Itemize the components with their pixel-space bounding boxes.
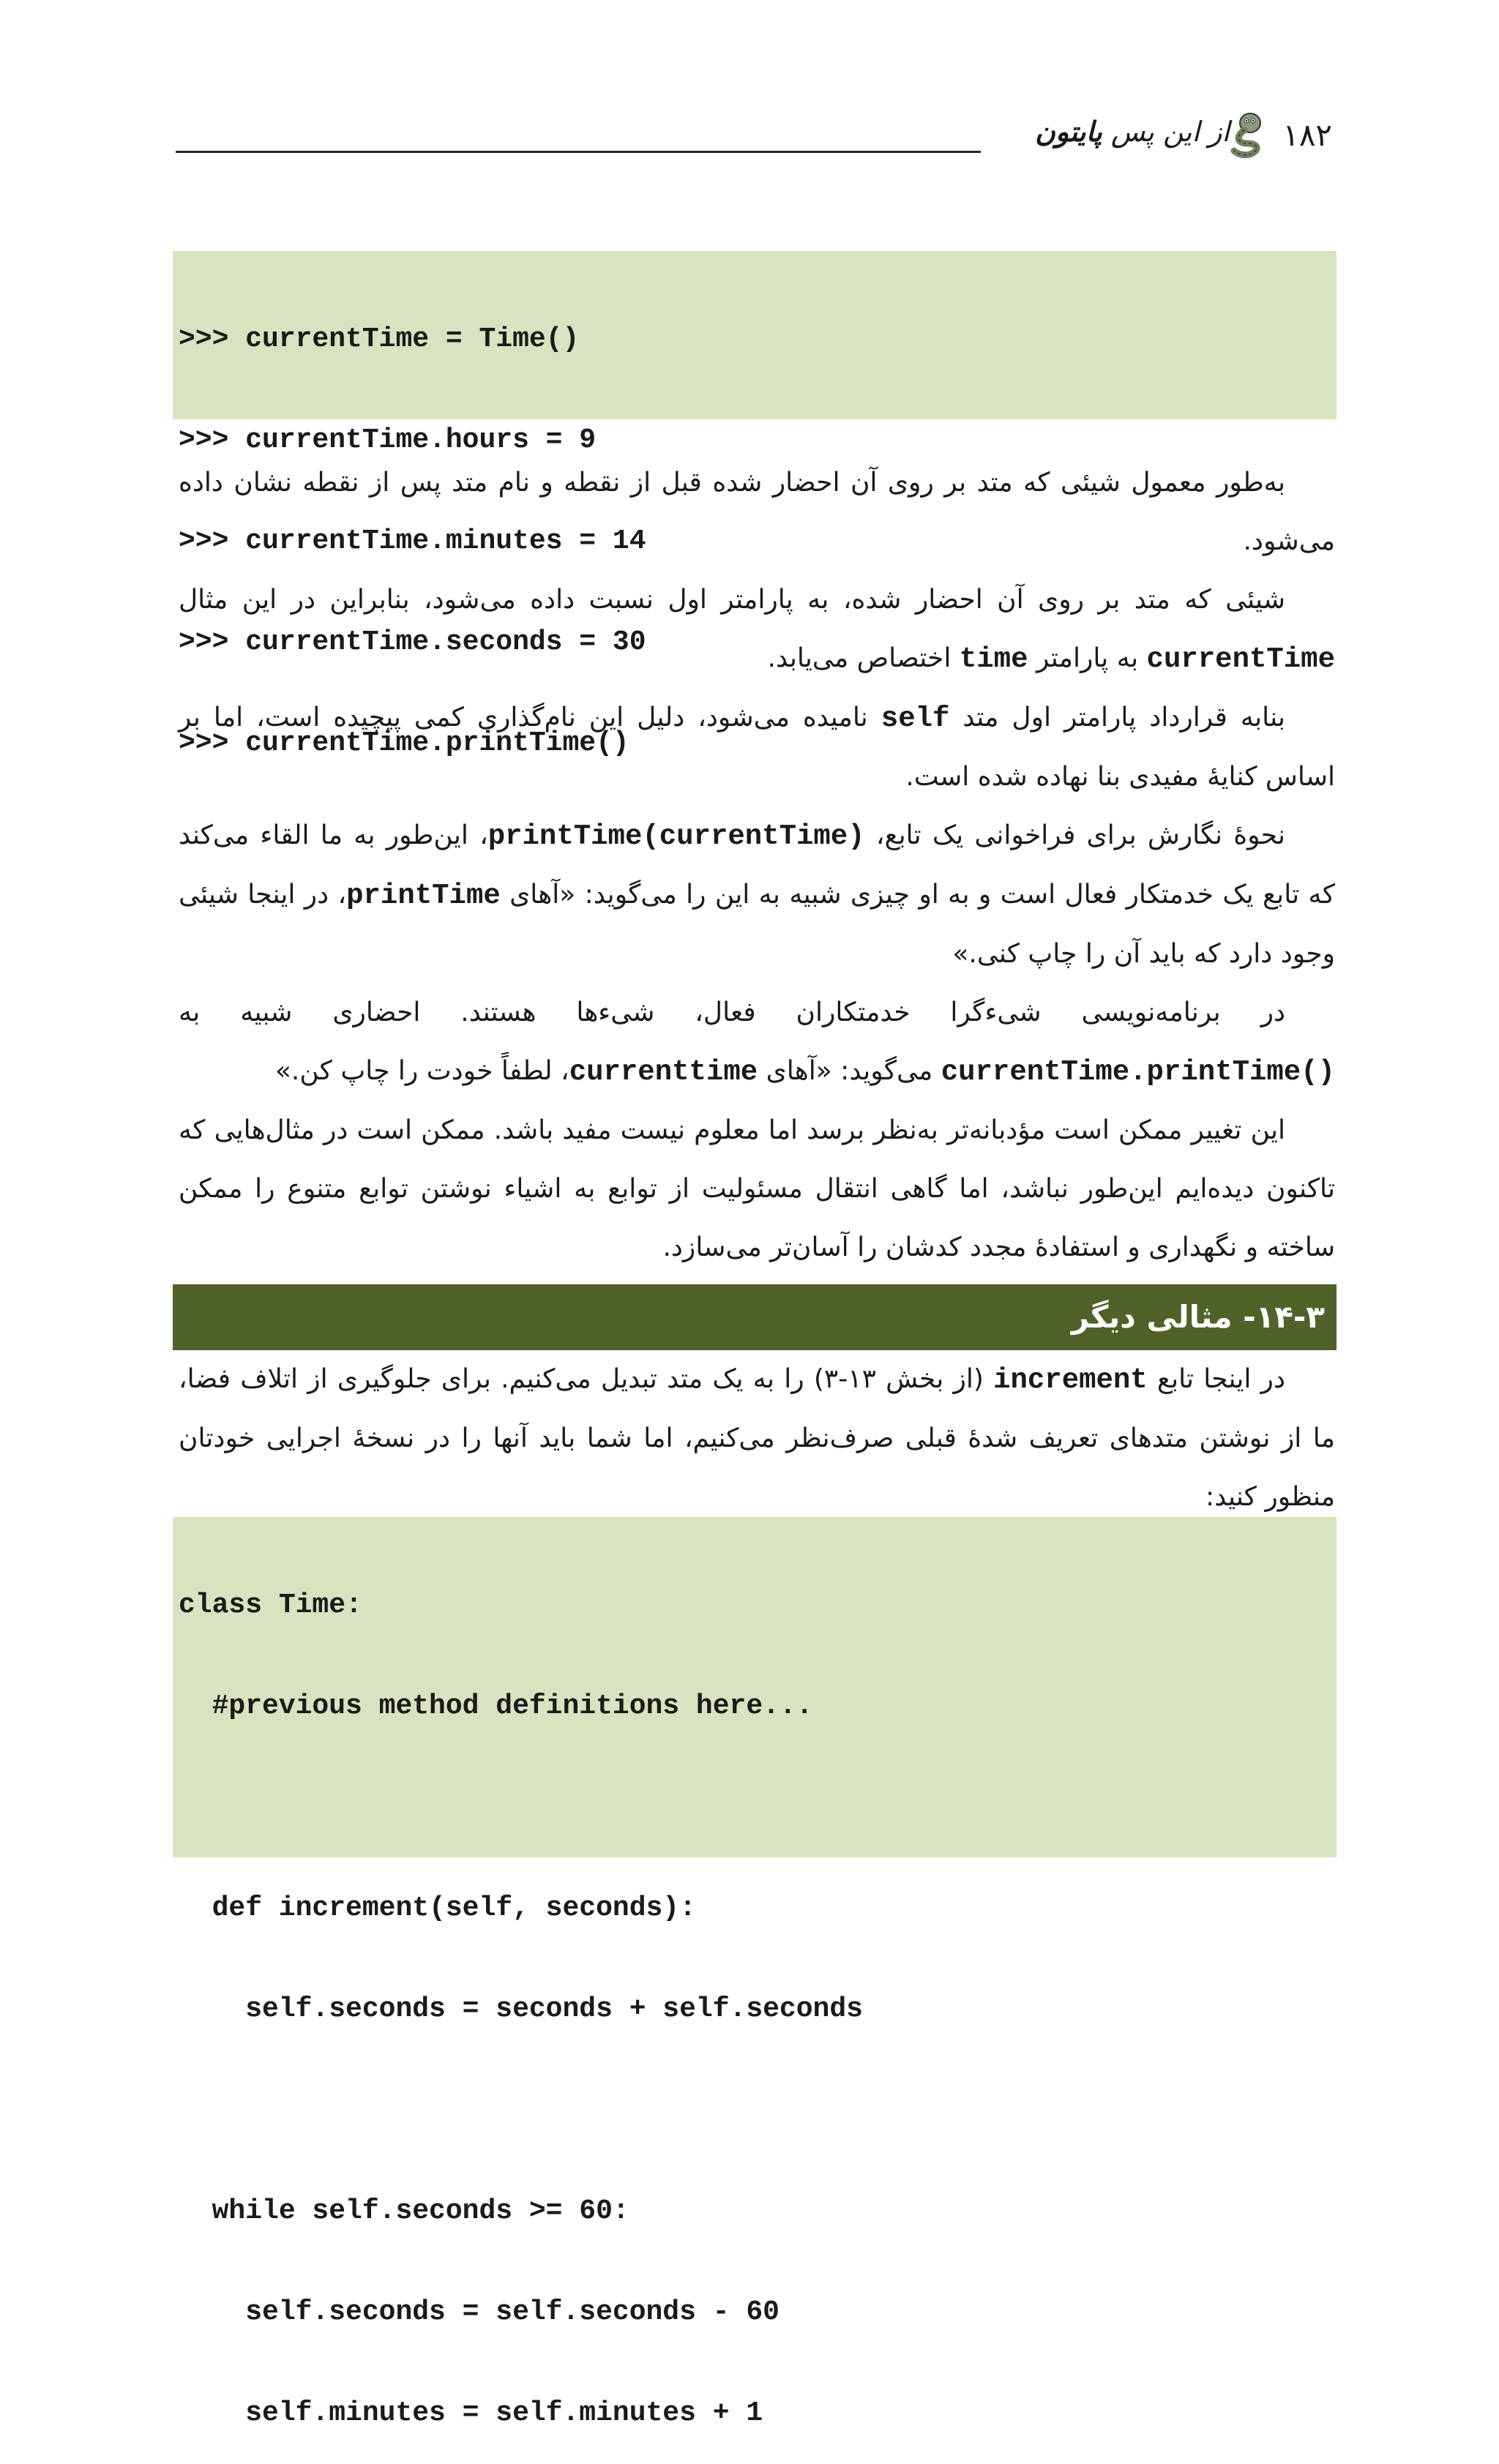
code-line: >>> currentTime.printTime(): [179, 727, 629, 759]
paragraph: نحوهٔ نگارش برای فراخوانی یک تابع، printTime(currentTime)، این‌طور به ما القاء می‌کند که تابع یک خدمتکار فعال است و به او چیزی شبیه به این را می‌گوید: «آهای printTime، در اینجا شیئی وجود دارد که باید آن را چاپ کنی.»: [179, 820, 1335, 969]
code-line: class Time:: [179, 1589, 362, 1621]
paragraph: در برنامه‌نویسی شیءگرا خدمتکاران فعال، شیءها هستند. احضاری شبیه به currentTime.printTime() می‌گوید: «آهای currenttime، لطفاً خودت را چاپ کن.»: [179, 997, 1335, 1088]
inline-code: currentTime: [1146, 643, 1335, 675]
code-line: self.seconds = self.seconds - 60: [179, 2296, 780, 2328]
section-paragraph: [179, 1350, 1335, 1527]
code-line: >>> currentTime.seconds = 30: [179, 626, 646, 658]
paragraph: در اینجا تابع increment (از بخش ۱۳-۳) را به یک متد تبدیل می‌کنیم. برای جلوگیری از اتلاف فضا، ما از نوشتن متدهای تعریف شدهٔ قبلی صرف‌نظر می‌کنیم، اما شما باید آنها را در نسخهٔ اجرایی خودتان منظور کنید:: [179, 1364, 1335, 1512]
page-header: [176, 110, 1332, 161]
section-heading: ۱۴-۳- مثالی دیگر: [173, 1284, 1337, 1350]
paragraph: این تغییر ممکن است مؤدبانه‌تر به‌نظر برسد اما معلوم نیست مفید باشد. ممکن است در مثال‌هایی که تاکنون دیده‌ایم این‌طور نباشد، اما گاهی انتقال مسئولیت از توابع به اشیاء نوشتن توابع متنوع را ممکن ساخته و نگهداری و استفادهٔ مجدد کدشان را آسان‌تر می‌سازد.: [179, 1115, 1335, 1262]
paragraph: به‌طور معمول شیئی که متد بر روی آن احضار شده قبل از نقطه و نام متد پس از نقطه نشان داده می‌شود.: [179, 468, 1335, 556]
body-paragraphs: [179, 454, 1335, 1277]
code-line: [179, 2094, 1331, 2127]
snake-icon: [1228, 110, 1269, 158]
code-line: [179, 1791, 1331, 1824]
inline-code: printTime(currentTime): [487, 820, 865, 853]
code-line: def increment(self, seconds):: [179, 1892, 696, 1924]
header-rule: [176, 151, 981, 153]
page-number: ۱۸۲: [1282, 117, 1332, 153]
code-line: >>> currentTime.hours = 9: [179, 424, 597, 456]
code-line: self.minutes = self.minutes + 1: [179, 2397, 763, 2429]
inline-code: increment: [993, 1364, 1148, 1396]
paragraph: بنابه قرارداد پارامتر اول متد self نامیده می‌شود، دلیل این نام‌گذاری کمی پیچیده است، اما بر اساس کنایهٔ مفیدی بنا نهاده شده است.: [179, 703, 1335, 792]
paragraph: شیئی که متد بر روی آن احضار شده، به پارامتر اول نسبت داده می‌شود، بنابراین در این مثال currentTime به پارامتر time اختصاص می‌یابد.: [179, 585, 1335, 675]
code-line: self.seconds = seconds + self.seconds: [179, 1993, 863, 2025]
inline-code: printTime: [346, 880, 501, 912]
code-line: #previous method definitions here...: [179, 1690, 813, 1722]
code-line: >>> currentTime.minutes = 14: [179, 525, 646, 557]
inline-code: currenttime: [569, 1056, 758, 1088]
inline-code: time: [959, 643, 1028, 675]
running-title: از این پس پایتون: [1035, 116, 1230, 148]
inline-code: self: [881, 703, 950, 735]
inline-code: currentTime.printTime(): [941, 1056, 1335, 1088]
code-line: while self.seconds >= 60:: [179, 2195, 629, 2227]
running-title-bold: پایتون: [1035, 116, 1102, 148]
code-block-class: [173, 1517, 1337, 2429]
code-line: >>> currentTime = Time(): [179, 323, 580, 355]
